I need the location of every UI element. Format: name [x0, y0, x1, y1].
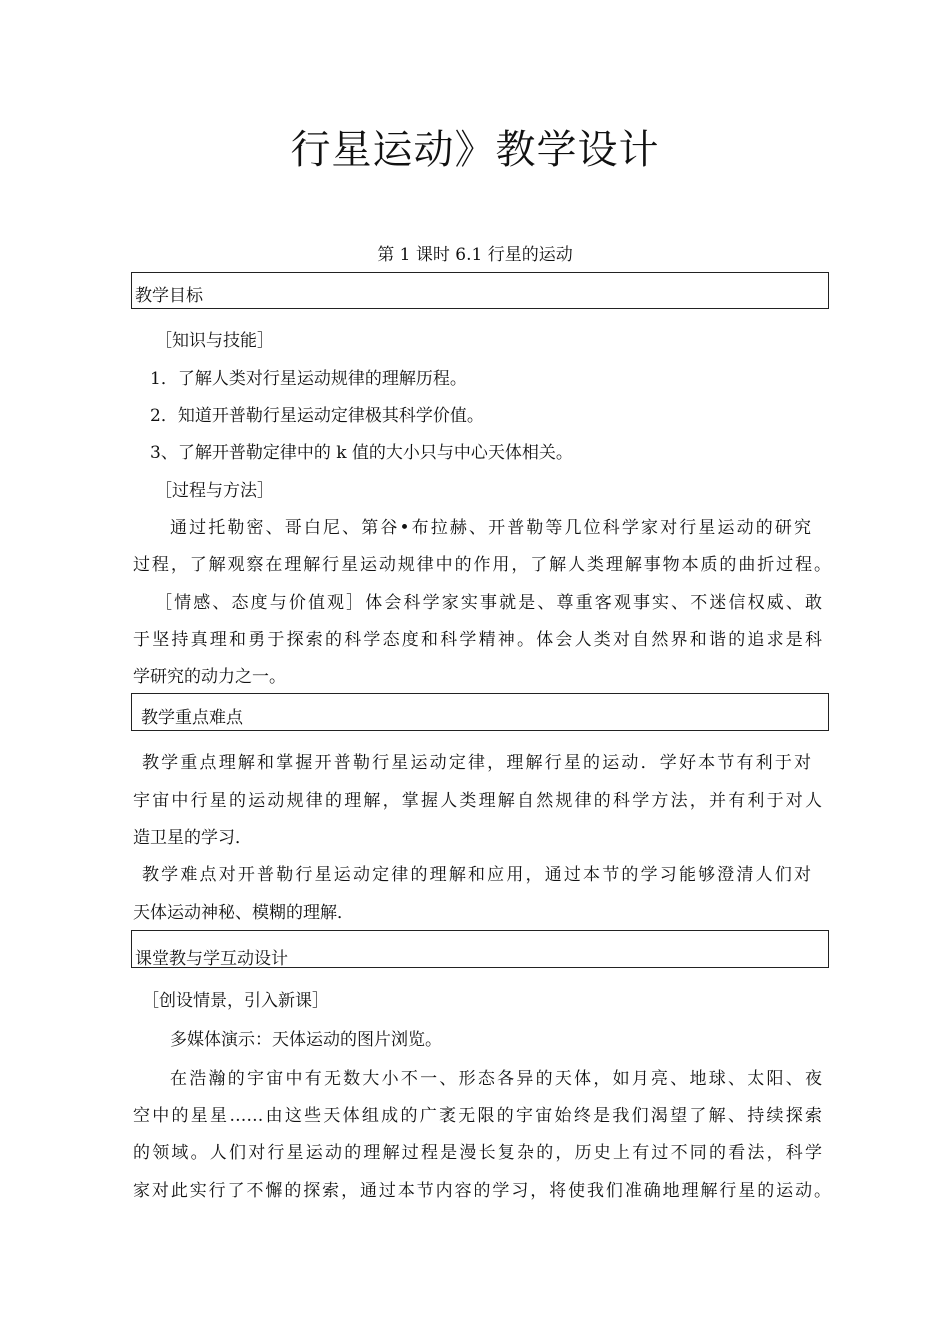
process-line-2: 过程，了解观察在理解行星运动规律中的作用，了解人类理解事物本质的曲折过程。: [133, 555, 831, 575]
section-heading-key-points: 教学重点难点: [141, 708, 243, 728]
key-point-line-1: 教学重点理解和掌握开普勒行星运动定律，理解行星的运动．学好本节有利于对: [142, 753, 811, 773]
media-line: 多媒体演示：天体运动的图片浏览。: [170, 1030, 442, 1050]
objective-item-2: 2．知道开普勒行星运动定律极其科学价值。: [150, 406, 484, 426]
difficult-point-line-2: 天体运动神秘、模糊的理解．: [133, 903, 354, 923]
emotion-line-2: 于坚持真理和勇于探索的科学态度和科学精神。体会人类对自然界和谐的追求是科: [133, 630, 822, 650]
key-point-line-2: 宇宙中行星的运动规律的理解，掌握人类理解自然规律的科学方法，并有利于对人: [133, 791, 822, 811]
intro-paragraph-line-4: 家对此实行了不懈的探索，通过本节内容的学习，将使我们准确地理解行星的运动。: [133, 1181, 831, 1201]
intro-paragraph-line-2: 空中的星星……由这些天体组成的广袤无限的宇宙始终是我们渴望了解、持续探索: [133, 1106, 822, 1126]
objective-item-3: 3、了解开普勒定律中的 k 值的大小只与中心天体相关。: [150, 443, 573, 463]
process-line-1: 通过托勒密、哥白尼、第谷•布拉赫、开普勒等几位科学家对行星运动的研究: [170, 518, 811, 538]
section-heading-interaction: 课堂教与学互动设计: [135, 949, 288, 969]
knowledge-label: ［知识与技能］: [155, 331, 274, 351]
intro-paragraph-line-3: 的领域。人们对行星运动的理解过程是漫长复杂的，历史上有过不同的看法，科学: [133, 1143, 822, 1163]
process-label: ［过程与方法］: [155, 481, 274, 501]
section-box-interaction: [131, 930, 829, 968]
emotion-line-1: ［情感、态度与价值观］体会科学家实事就是、尊重客观事实、不迷信权威、敢: [155, 593, 822, 613]
section-box-objectives: [131, 272, 829, 309]
difficult-point-line-1: 教学难点对开普勒行星运动定律的理解和应用，通过本节的学习能够澄清人们对: [142, 865, 811, 885]
section-box-key-points: [131, 693, 829, 731]
section-heading-objectives: 教学目标: [135, 286, 203, 306]
intro-paragraph-line-1: 在浩瀚的宇宙中有无数大小不一、形态各异的天体，如月亮、地球、太阳、夜: [170, 1069, 822, 1089]
objective-item-1: 1．了解人类对行星运动规律的理解历程。: [150, 369, 467, 389]
key-point-line-3: 造卫星的学习．: [133, 828, 252, 848]
lesson-subtitle: 第 1 课时 6.1 行星的运动: [377, 245, 573, 265]
document-title: 行星运动》教学设计: [290, 127, 660, 173]
intro-label: ［创设情景，引入新课］: [142, 991, 329, 1011]
emotion-line-3: 学研究的动力之一。: [133, 667, 286, 687]
